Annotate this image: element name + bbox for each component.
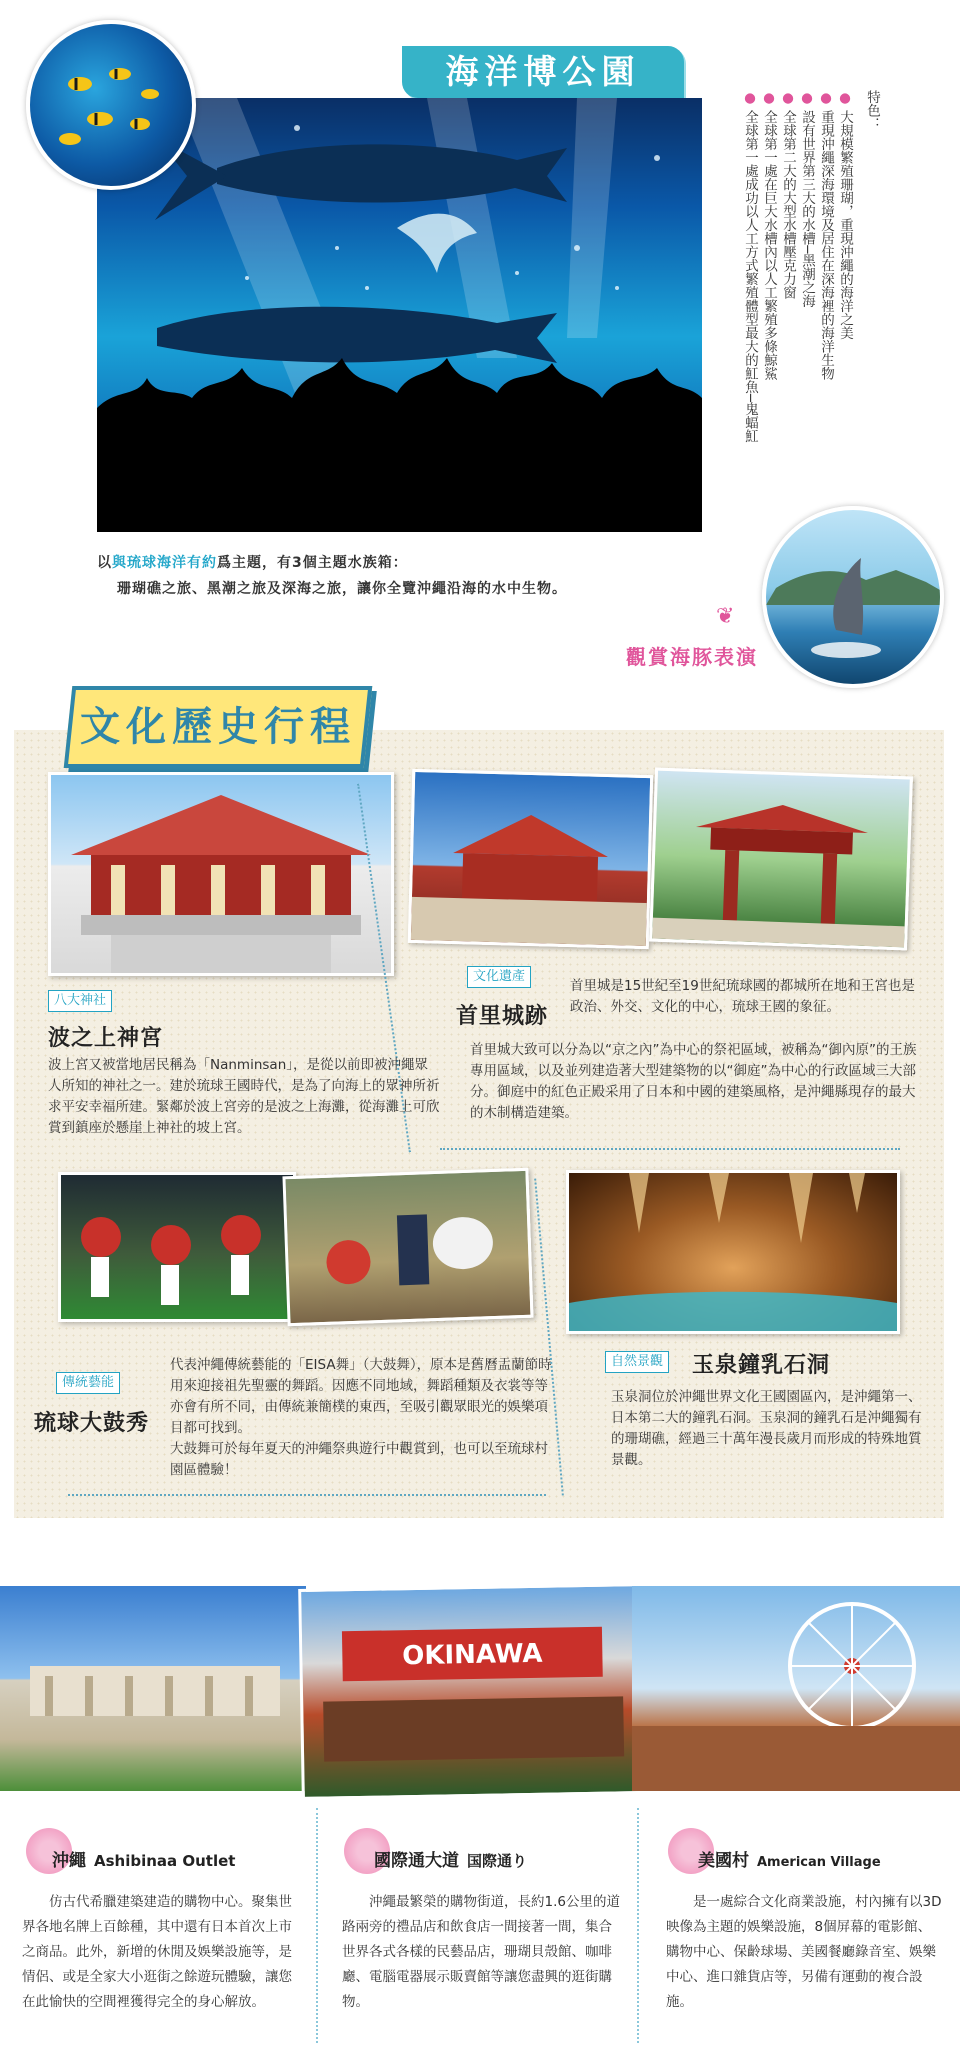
bullet-icon: ● [742, 90, 758, 111]
fish-photo-circle [26, 20, 196, 190]
dolphin-photo-circle [762, 506, 944, 688]
bullet-icon: ● [818, 90, 834, 111]
ocean-tanks-note: 珊瑚礁之旅、黑潮之旅及深海之旅，讓你全覽沖繩沿海的水中生物。 [117, 581, 567, 597]
category-tag: 傳統藝能 [56, 1372, 120, 1394]
drum-description: 代表沖繩傳統藝能的「EISA舞」（大鼓舞），原本是舊曆盂蘭節時用來迎接祖先聖靈的舞蹈。因應不同地域，舞蹈種類及衣裳等等亦會有所不同，由傳統兼簡樸的東西，至吸引觀眾眼光的娛樂項目都可找到。 大鼓舞可於每年夏天的沖繩祭典遊行中觀賞到，也可以至琉球村園區體驗！ [170, 1357, 552, 1478]
feature-item: ● 重現沖繩深海環境及居住在深海裡的海洋生物 [818, 90, 834, 381]
ashibinaa-outlet-photo [0, 1586, 306, 1791]
divider-horizontal [440, 1148, 900, 1150]
american-village-photo [632, 1586, 960, 1791]
feature-item: ● 設有世界第三大的水槽─黑潮之海 [799, 90, 815, 308]
naminoue-shrine-name: 波之上神宮 [48, 1026, 164, 1051]
shop-title: 國際通大道 国際通り [374, 1851, 528, 1871]
ocean-features-list [740, 90, 881, 550]
kokusai-street-photo [298, 1583, 646, 1800]
feature-item: ● 大規模繁殖珊瑚，重現沖繩的海洋之美 [837, 90, 853, 340]
shuri-castle-intro: 首里城是15世紀至19世紀琉球國的都城所在地和王宮也是政治、外交、文化的中心，琉球王國的象征。 [570, 978, 915, 1015]
shop-description: 仿古代希臘建築建造的購物中心。聚集世界各地名牌上百餘種，其中還有日本首次上市之商品。此外，新增的休閒及娛樂設施等，是情侶、或是全家大小逛街之餘遊玩體驗，讓您在此愉快的空間裡獲得完全的身心解放。 [22, 1894, 292, 2010]
bullet-icon: ● [761, 90, 777, 111]
naminoue-shrine-photo [48, 772, 394, 976]
divider-vertical [316, 1808, 318, 2043]
drum-performer-photo [282, 1168, 533, 1326]
category-tag: 文化遺產 [467, 966, 531, 988]
category-tag: 八大神社 [48, 990, 112, 1012]
drum-dance-photo [58, 1172, 296, 1322]
gyokusendo-description: 玉泉洞位於沖繩世界文化王國園區內，是沖繩第一、日本第二大的鐘乳石洞。玉泉洞的鐘乳石是沖繩獨有的珊瑚礁，經過三十萬年漫長歲月而形成的特殊地質景觀。 [611, 1389, 922, 1468]
gyokusendo-cave-photo [566, 1170, 900, 1334]
shop-title: 美國村 American Village [698, 1851, 881, 1871]
gyokusendo-cave-name: 玉泉鐘乳石洞 [692, 1353, 831, 1378]
bullet-icon: ● [837, 90, 853, 111]
shuri-castle-photo [408, 769, 653, 949]
swirl-decoration-icon: ❦ [716, 604, 735, 629]
category-tag: 自然景觀 [605, 1351, 669, 1373]
theme-highlight: 與琉球海洋有約 [112, 555, 217, 571]
ocean-theme-note: 以與琉球海洋有約爲主題，有3個主題水族箱： [97, 555, 408, 571]
divider-horizontal [68, 1494, 546, 1496]
okinawa-sign: OKINAWA [401, 1638, 543, 1672]
dolphin-show-caption: 觀賞海豚表演 [626, 645, 758, 669]
shop-description: 是一處綜合文化商業設施，村內擁有以3D映像為主題的娛樂設施，8個屏幕的電影館、購物中心、保齡球場、美國餐廳錄音室、娛樂中心、進口雜貨店等，另備有運動的複合設施。 [666, 1894, 942, 2010]
bullet-icon: ● [799, 90, 815, 111]
culture-section-title: 文化歷史行程 [64, 686, 373, 768]
shop-description: 沖繩最繁榮的購物街道，長約1.6公里的道路兩旁的禮品店和飲食店一間接著一間，集合世界各式各樣的民藝品店，珊瑚貝殼館、咖啡廳、電腦電器展示販賣館等讓您盡興的逛街購物。 [342, 1894, 620, 2010]
naminoue-description: 波上宮又被當地居民稱為「Nanminsan」，是從以前即被沖繩眾人所知的神社之一。建於琉球王國時代，是為了向海上的眾神所祈求平安幸福所建。緊鄰於波上宮旁的是波之上海灘，從海灘上可欣賞到鎮座於懸崖上神社的坡上宮。 [48, 1057, 440, 1136]
feature-item: ● 全球第一處在巨大水槽內以人工繁殖多條鯨鯊 [761, 90, 777, 381]
aquarium-photo [97, 98, 702, 532]
features-heading: 特色： [864, 90, 880, 131]
shuri-castle-description: 首里城大致可以分為以“京之內”為中心的祭祀區域，被稱為“御內原”的王族專用區域，以及並列建造著大型建築物的以“御庭”為中心的行政區域三大部分。御庭中的紅色正殿采用了日本和中國的建築風格，是沖繩縣現存的最大的木制構造建築。 [470, 1042, 917, 1121]
bullet-icon: ● [780, 90, 796, 111]
feature-item: ● 全球第二大的大型水槽壓克力窗 [780, 90, 796, 300]
ocean-park-title: 海洋博公園 [402, 46, 684, 98]
shuri-castle-name: 首里城跡 [456, 1004, 549, 1029]
divider-vertical [637, 1808, 639, 2043]
shureimon-gate-photo [649, 768, 913, 951]
ryukyu-drum-show-name: 琉球大鼓秀 [34, 1411, 150, 1436]
shop-title: 沖繩 Ashibinaa Outlet [52, 1851, 236, 1871]
feature-item: ● 全球第一處成功以人工方式繁殖體型最大的魟魚─鬼蝠魟 [742, 90, 758, 443]
